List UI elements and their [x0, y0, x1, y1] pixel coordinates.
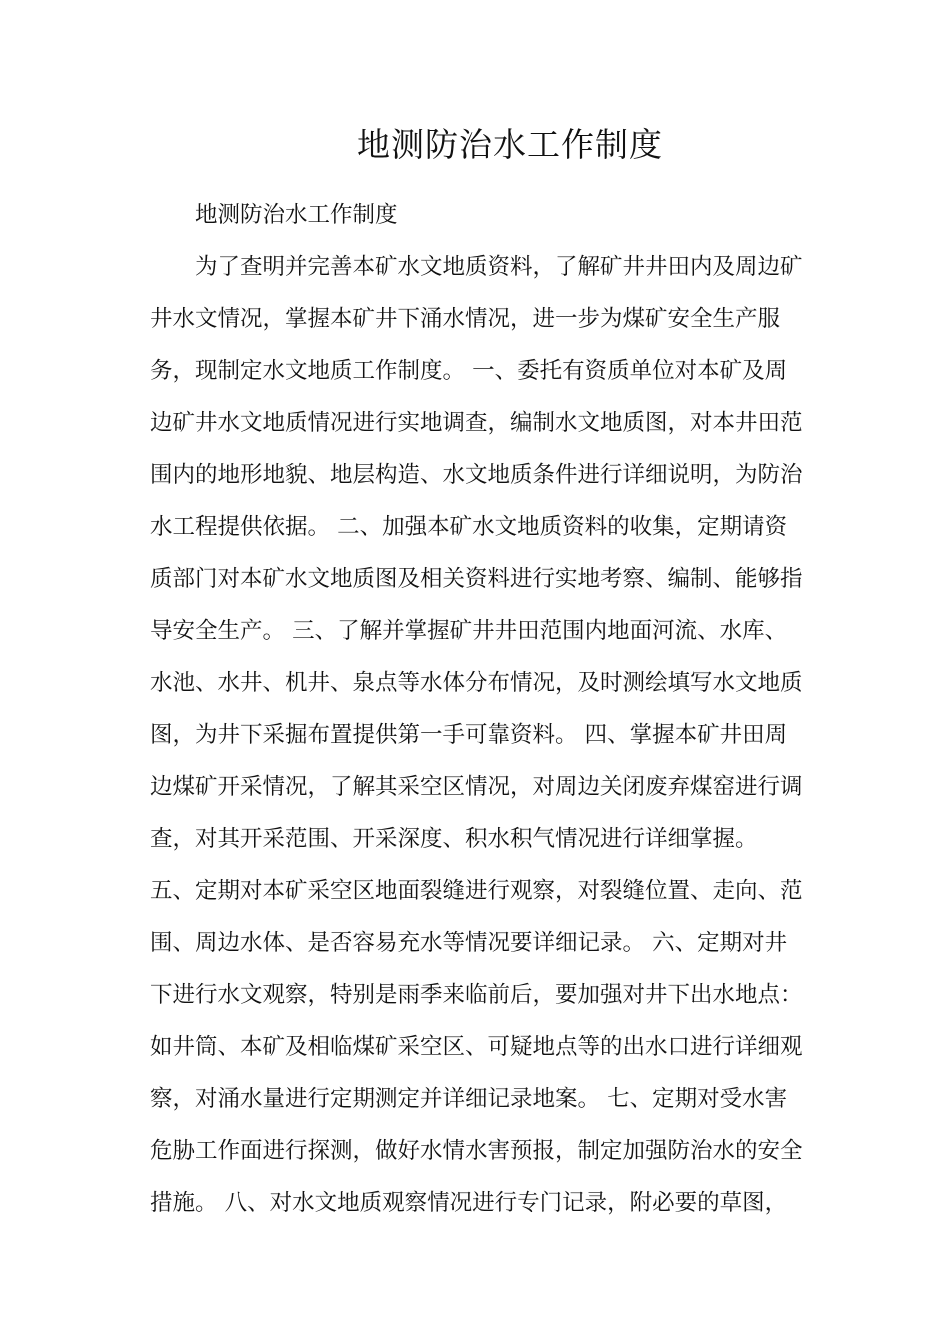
body-line: 查，对其开采范围、开采深度、积水积气情况进行详细掌握。 [150, 826, 758, 852]
subtitle-line: 地测防治水工作制度 [195, 202, 398, 228]
body-line: 下进行水文观察，特别是雨季来临前后，要加强对井下出水地点： [150, 982, 803, 1008]
body-line: 围内的地形地貌、地层构造、水文地质条件进行详细说明，为防治 [150, 462, 803, 488]
body-line: 措施。 八、对水文地质观察情况进行专门记录，附必要的草图， [150, 1190, 788, 1216]
body-line: 危胁工作面进行探测，做好水情水害预报，制定加强防治水的安全 [150, 1138, 803, 1164]
body-line: 导安全生产。 三、了解并掌握矿井井田范围内地面河流、水库、 [150, 618, 788, 644]
body-line: 五、定期对本矿采空区地面裂缝进行观察，对裂缝位置、走向、范 [150, 878, 803, 904]
body-line: 察，对涌水量进行定期测定并详细记录地案。 七、定期对受水害 [150, 1086, 788, 1112]
body-line: 水池、水井、机井、泉点等水体分布情况，及时测绘填写水文地质 [150, 670, 803, 696]
body-line: 为了查明并完善本矿水文地质资料，了解矿井井田内及周边矿 [195, 254, 803, 280]
body-line: 水工程提供依据。 二、加强本矿水文地质资料的收集，定期请资 [150, 514, 788, 540]
document-title: 地测防治水工作制度 [357, 125, 663, 164]
body-line: 如井筒、本矿及相临煤矿采空区、可疑地点等的出水口进行详细观 [150, 1034, 803, 1060]
body-line: 图，为井下采掘布置提供第一手可靠资料。 四、掌握本矿井田周 [150, 722, 788, 748]
body-line: 质部门对本矿水文地质图及相关资料进行实地考察、编制、能够指 [150, 566, 803, 592]
body-line: 井水文情况，掌握本矿井下涌水情况，进一步为煤矿安全生产服 [150, 306, 781, 332]
body-line: 务，现制定水文地质工作制度。 一、委托有资质单位对本矿及周 [150, 358, 788, 384]
body-line: 边矿井水文地质情况进行实地调查，编制水文地质图，对本井田范 [150, 410, 803, 436]
body-line: 边煤矿开采情况，了解其采空区情况，对周边关闭废弃煤窑进行调 [150, 774, 803, 800]
body-line: 围、周边水体、是否容易充水等情况要详细记录。 六、定期对井 [150, 930, 788, 956]
